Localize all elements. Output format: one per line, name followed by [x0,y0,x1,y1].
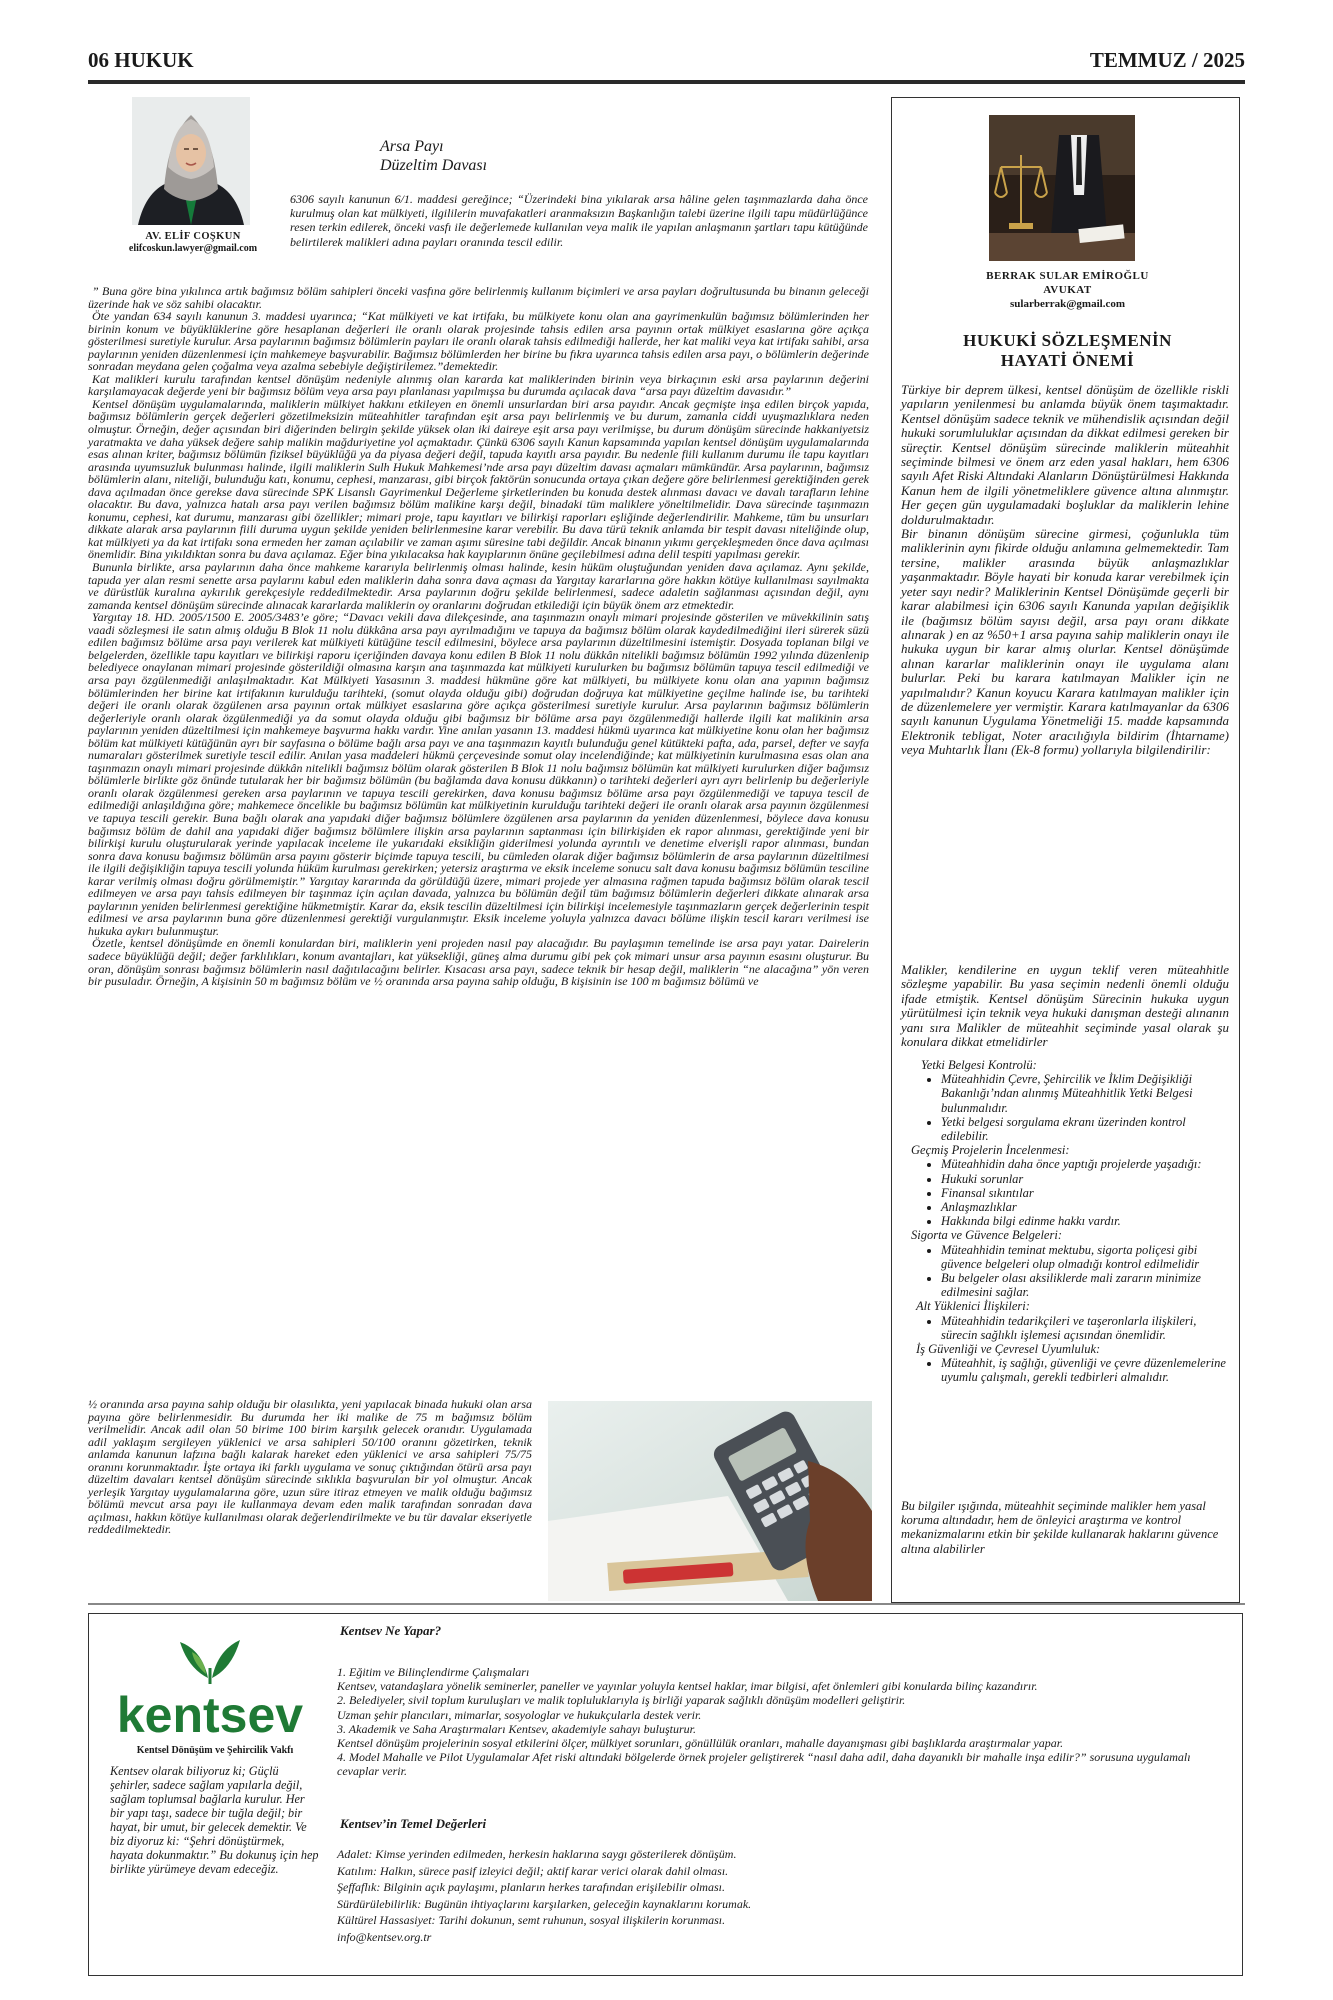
calculator-hand-icon [548,1401,872,1601]
value-line: Şeffaflık: Bilginin açık paylaşımı, planların herkes tarafından erişilebilir olması. [337,1880,725,1894]
article-paragraph: Yargıtay 18. HD. 2005/1500 E. 2005/3483’e göre; “Davacı vekili dava dilekçesinde, ana taşınmazın onaylı mimari projesinde gösterilen ve müvekkilinin satış vaadi sözleşmesi ile satın almış olduğu B Blok 11 nolu dükkâna arsa payı ayrılmadığını ve tapuya da bağımsız bölüm olarak kaydedilmediğini ileri sürerek süzü edilen bağımsız bölüme arsa payı verilerek kat mülkiyeti kütüğüne tescil edilmesini, böylece arsa paylarının düzeltilmesini istemiştir. Dosyada toplanan bilgi ve belgelerden, özellikle tapu kayıtları ve bilirkişi raporu içeriğinden davaya konu edilen B Blok 11 nolu dükkân nitelikli bağımsız bölümün 1992 yılında düzenlenip belediyece onaylanan mimari projesinde gösterildiği olmasına karşın ana taşınmazda kat mülkiyeti kurulurken bu bağımsız bölümün tapuya tescil edilmediği ve arsa payı özgülenmediği anlaşılmaktadır. Kat Mülkiyeti Yasasının 3. maddesi hükmüne göre kat mülkiyeti, bu mülkiyete konu olan ana yapının bağımsız bölümlerinden her birine kat irtifakının kurulduğu tarihteki, (somut olayda olduğu gibi) doğrudan doğruya kat mülkiyetine geçilme halinde ise, bu tarihteki değeri ile oranlı olarak özgülenen arsa payının ortak mülkiyet esaslarına göre açıkça gösterilmesi suretiyle kurulur. Arsa paylarının bağımsız bölümlerin değerleriyle oranlı olarak özgülenmediği ya da somut olayda olduğu gibi bağımsız bir bölüme arsa payı özgülenmediği hallerde ilgili kat malikinin arsa paylarının yeniden düzeltilmesi için mahkemeye başvurma hakkı vardır. Yine anılan yasanın 13. maddesi hükmü uyarınca kat mülkiyetine konu olan her bağımsız bölüm kat mülkiyeti kütüğünün ayrı bir sayfasına o bölüme bağlı arsa payı ve ana taşınmazın kayıtlı bulunduğu genel kütükteki pafta, ada, parsel, defter ve sayfa numaraları gösterilmek suretiyle tescil edilir. Anılan yasa maddeleri hükmü çerçevesinde somut olay incelendiğinde; kat mülkiyetinin kurulmasına esas olan ana taşınmazın onaylı mimari projesinde dükkân nitelikli bağımsız bölüm olarak gösterilen B Blok 11 nolu bağımsız bölümün kat mülkiyeti kurulurken diğer bağımsız bölümlerle birlikte göz önünde tutularak her bir bağımsız bölümün (bu bağlamda dava konusu dükkanın) o tarihteki değerleri ayrı ayrı belirlenip bu değerleriyle oranlı olarak özgülenmesi gereken arsa paylarının ve tapuya tescili gerekirken, dava konusu bağımsız bölüme arsa payı özgülenmediği ve tapuya tescil de edilmediği anlaşıldığına göre; mahkemece öncelikle bu bağımsız bölümün kat mülkiyetinin kurulduğu tarihteki değeri ile oranlı olarak arsa payının özgülenmesi ve tapuya tescili gerekir. Buna bağlı olarak ana yapıdaki diğer bağımsız bölümlere özgülenen arsa paylarının da yeniden düzenlenmesi, böylece dava konusu bağımsız bölüm de dahil ana yapıdaki diğer bağımsız bölümlere ilişkin arsa paylarının saptanması için bilirkişiden ek rapor alınması, gerektiğinde yeni bir bilirkişi kurulu oluşturularak yerinde yapılacak inceleme ile yukarıdaki eksikliğin giderilmesi yolunda ayrıntılı ve denetime elverişli rapor alınması, bundan sonra dava konusu bağımsız bölümün arsa payını gösterir biçimde tapuya tescili, bu cümleden olarak diğer bağımsız bölümlerin de arsa paylarının düzeltilmesi ile ilgili değişikliğin tapuya tescili yolunda hüküm kurulması gerekirken; yetersiz araştırma ve eksik inceleme sonucu salt dava konusu bağımsız bölümün tesciline karar verilmiş olması doğru görülmemiştir.” Yargıtay kararında da görüldüğü üzere, mimari projede yer almasına rağmen tapuda bağımsız bölüm olarak tescil edilmeyen ve arsa payı tahsis edilmeyen bir taşınmaz için açılan davada, yalnızca bu bölümün değil tüm bağımsız bölümlerin değerleri dikkate alınarak arsa paylarının yeniden belirlenmesi gerektiğine hükmetmiştir. Karar da, eksik tescilin düzeltilmesi için bilirkişi incelemesiyle taşınmazların gerçek değerlerinin tespit edilmesi ve arsa paylarının buna göre düzenlenmesi gerektiği vurgulanmıştır. Eksik inceleme yoluyla yalnızca davacı bölüme ilişkin tescil kararı verilmesi ise hukuka aykırı bulunmuştur. [88,610,869,938]
kentsev-logo-text: kentsev [116,1687,304,1738]
article-title [900,331,1235,371]
author-portrait-photo [132,97,250,225]
checklist-items [901,1243,1229,1300]
kentsev-what-heading: Kentsev Ne Yapar? [340,1623,442,1638]
author-email: sularberrak@gmail.com [1009,298,1126,310]
kentsev-logo [110,1628,310,1738]
kentsev-leaves-logo-icon [110,1628,310,1738]
checklist-item: • Müteahhidin teminat mektubu, sigorta poliçesi gibi güvence belgeleri olup olmadığı kontrol edilmelidir [941,1243,1229,1271]
checklist-items [901,1072,1229,1143]
checklist-items [901,1356,1229,1384]
article-paragraph: ” Buna göre bina yıkılınca artık bağımsız bölüm sahipleri önceki vasfına göre belirlenmiş kullanım biçimleri ve arsa payları doğrultusunda bu binanın geleceği üzerinde hak ve söz sahibi olacaktır. [88,284,869,311]
checklist-item: • Anlaşmazlıklar [941,1200,1229,1214]
contact-email[interactable]: info@kentsev.org.tr [337,1929,432,1944]
section-header: 06 HUKUK [88,48,194,72]
checklist-heading: Yetki Belgesi Kontrolü: [921,1058,1037,1072]
checklist-heading: Sigorta ve Güvence Belgeleri: [911,1228,1062,1243]
lawyer-desk-scales-icon [989,115,1135,261]
author-title: AVUKAT [1043,284,1092,296]
value-line: Adalet: Kimse yerinden edilmeden, herkesin haklarına saygı gösterilerek dönüşüm. [337,1847,737,1861]
woman-lawyer-portrait-icon [132,97,250,225]
activity-line: 3. Akademik ve Saha Araştırmaları Kentsev, akademiyle sahayı buluşturur. [337,1721,696,1736]
article-paragraph: Türkiye bir deprem ülkesi, kentsel dönüşüm de özellikle riskli yapıların yenilenmesi bu anlamda büyük önem taşımaktadır. Kentsel dönüşüm sadece teknik ve mühendislik açısından değil hukuki sorumluluklar açısından da dikkat edilmesi gereken bir süreçtir. Kentsel dönüşüm sürecinde maliklerin müteahhit seçiminde bilmesi ve önem arz eden yasal hakları, hem 6306 sayılı Afet Riski Altındaki Alanların Dönüştürülmesi Hakkında Kanun hem de ilgili yönetmeliklere güvence altına alınmıştır. Her geçen gün uygulamadaki boşluklar da maliklerin lehine doldurulmaktadır. [901,382,1229,527]
article-paragraph: Kat malikleri kurulu tarafından kentsel dönüşüm nedeniyle alınmış olan kararda kat maliklerinden birinin veya birkaçının eski arsa paylarının değerini karşılamayacak değerde yeni bir bağımsız bölüm veya arsa payı planlanası yapılmışsa bu durumda açılacak dava “arsa payı düzeltim davasıdır.” [88,371,869,399]
checklist-item: • Hakkında bilgi edinme hakkı vardır. [941,1214,1229,1228]
article-closing: Bu bilgiler ışığında, müteahhit seçiminde malikler hem yasal koruma altındadır, hem de önleyici araştırma ve kontrol mekanizmalarını etkin bir şekilde kullanarak haklarını güvence altına alabilirler [901,1499,1219,1556]
checklist-item: • Hukuki sorunlar [941,1172,1229,1186]
article-paragraph: Malikler, kendilerine en uygun teklif veren müteahhitle sözleşme yapabilir. Bu yasa seçimin nedenli önemli olduğu ifade etmiştik. Kentsel dönüşüm Sürecinin hukuka uygun yürütülmesi için teknik veya hukuki danışman desteği alınanın yanı sıra Malikler de müteahhit seçiminde yasal olarak şu konulara dikkat etmelidirler [901,962,1229,1050]
checklist-heading: Geçmiş Projelerin İncelenmesi: [911,1143,1070,1158]
activity-line: 1. Eğitim ve Bilinçlendirme Çalışmaları [337,1665,530,1679]
activity-line: Kentsev, vatandaşlara yönelik seminerler, paneller ve yayınlar yoluyla kentsel haklar, imar bilgisi, afet önlemleri gibi konularda bilinç kazandırır. [337,1679,1038,1694]
kentsev-activities [337,1665,1232,1779]
value-line: Katılım: Halkın, sürece pasif izleyici değil; aktif karar verici olarak dahil olması. [337,1863,729,1878]
article-body [901,383,1229,758]
header-rule [88,80,1245,84]
checklist-items [901,1314,1229,1342]
value-line: Sürdürülebilirlik: Bugünün ihtiyaçlarını karşılarken, geleceğin kaynaklarını korumak. [337,1896,752,1911]
checklist-item: • Müteahhidin daha önce yaptığı projelerde yaşadığı: [941,1157,1229,1171]
contractor-checklist [901,1058,1229,1385]
kentsev-tagline: Kentsel Dönüşüm ve Şehircilik Vakfı [136,1745,294,1756]
article-paragraph: Bununla birlikte, arsa paylarının daha önce mahkeme kararıyla belirlenmiş olması halinde, kesin hüküm oluştuğundan yeniden dava açılamaz. Aynı şekilde, tapuda yer alan resmi senette arsa paylarını kabul eden maliklerin daha sonra dava açması da Yargıtay kararlarına göre hakkın kötüye kullanılması sayılmakta ve dürüstlük kuralına aykırılık gerekçesiyle reddedilmektedir. Arsa paylarının doğru şekilde belirlenmesi, sadece adaletin sağlanması açısından değil, aynı zamanda kentsel dönüşüm sürecinde alınacak kararlarda maliklerin oy oranlarını doğrudan etkilediği için büyük önem arz etmektedir. [88,560,869,612]
checklist-item: • Bu belgeler olası aksiliklerde mali zararın minimize edilmesini sağlar. [941,1271,1229,1299]
kentsev-values-heading: Kentsev’in Temel Değerleri [340,1816,487,1831]
checklist-item: • Finansal sıkıntılar [941,1186,1229,1200]
article-paragraph: Özetle, kentsel dönüşümde en önemli konulardan biri, maliklerin yeni projeden nasıl pay alacağıdır. Bu paylaşımın temelinde ise arsa payı yatar. Dairelerin sadece büyüklüğü değil; değer farklılıkları, konum avantajları, kat yüksekliği, güneş alma durumu gibi pek çok mimari unsur arsa payının esasını oluşturur. Bu oran, dönüşüm sonrası bağımsız bölümlerin nasıl dağıtılacağını belirler. Kısacası arsa payı, sadece teknik bir hesap değil, maliklerin “ne alacağına” yön veren bir pusuladır. Örneğin, A kişisinin 50 m bağımsız bölüm ve ½ oranında arsa payına sahip olduğu, B kişisinin ise 100 m bağımsız bölümü ve [88,936,869,989]
article-title-line: HAYATİ ÖNEMİ [1000,351,1135,370]
kentsev-about: Kentsev olarak biliyoruz ki; Güçlü şehirler, sadece sağlam yapılarla değil, sağlam toplumsal bağlarla kurulur. Her bir yapı taşı, sadece bir tuğla değil; bir hayat, bir umut, bir gelecek demektir. Ve biz diyoruz ki: “Şehri dönüştürmek, hayata dokunmaktır.” Bu dokunuş için hep birlikte yürümeye devam edeceğiz. [110,1764,319,1876]
kentsev-values [337,1846,1217,1945]
value-line: Kültürel Hassasiyet: Tarihi dokunun, semt ruhunun, sosyal ilişkilerin korunması. [337,1913,726,1927]
checklist-item: • Müteahhidin Çevre, Şehircilik ve İklim Değişikliği Bakanlığı’ndan alınmış Müteahhitlik Yetki Belgesi bulunmalıdır. [941,1072,1229,1115]
checklist-heading: Alt Yüklenici İlişkileri: [916,1299,1030,1314]
section-divider [88,1603,1245,1605]
author-name: BERRAK SULAR EMİROĞLU [986,270,1149,282]
article-paragraph-continued: ½ oranında arsa payına sahip olduğu bir olasılıkta, yeni yapılacak binada hukuki olan arsa payına göre belirlenmesidir. Bu durumda her iki malike de 75 m bağımsız bölüm verilmelidir. Ancak adil olan 50 birime 100 birim karşılık gelecek oranıdır. Uygulamada adil yaklaşım sergileyen yüklenici ve arsa sahipleri 50/100 oranını gözetirken, teknik anlamda kanunun lafzına bağlı kalarak hareket eden yüklenici ve arsa sahipleri 75/75 oranını korunmaktadır. İşte ortaya iki farklı uygulama ve sonuç çıktığından ötürü arsa payı düzeltim davaları kentsel dönüşüm sürecinde sıklıkla başvurulan bir yol olmuştur. Ancak yerleşik Yargıtay uygulamalarına göre, uzun süre itiraz etmeyen ve malik olduğu bağımsız bölümü mevcut arsa payı ile kullanmaya devam eden malik tarafından sonradan dava açılması, hakkın kötüye kullanılması olarak değerlendirilmekte ve bu tür davalar ekseriyetle reddedilmektedir. [88,1397,532,1536]
author-photo [989,115,1135,261]
calculator-photo [548,1401,872,1601]
article-body [88,285,869,988]
article-title-line: Düzeltim Davası [380,157,488,174]
checklist-item: • Müteahhidin tedarikçileri ve taşeronlarla ilişkileri, sürecin sağlıklı işlemesi açısından önemlidir. [941,1314,1229,1342]
article-paragraph: Kentsel dönüşüm uygulamalarında, maliklerin mülkiyet hakkını etkileyen en önemli unsurlardan biri arsa payıdır. Ancak geçmişte inşa edilen birçok yapıda, bağımsız bölümlerin gerçek değerleri gözetilmeksizin müteahhitler tarafından eşit arsa payı belirlenmiş ve bu durum, zamanla ciddi uyuşmazlıklara neden olmuştur. Örneğin, değer açısından biri diğerinden belirgin şekilde yüksek olan iki daireye eşit arsa payı verilmişse, bu durum dönüşüm sürecinde hakkaniyetsiz yaratmakta ve daha yüksek değere sahip malikin mağduriyetine yol açmaktadır. Çünkü 6306 sayılı Kanun kapsamında yapılan kentsel dönüşüm uygulamalarında esas alınan kriter, bağımsız bölümün fiziksel büyüklüğü ya da piyasa değeri değil, tapuda kayıtlı arsa payıdır. Bu nedenle fiili kullanım durumu ile tapu kayıtları arasında uyumsuzluk bulunması halinde, ilgili maliklerin Sulh Hukuk Mahkemesi’nde arsa payı düzeltim davası açmaları mümkündür. Arsa paylarının, bağımsız bölümlerin alanı, niteliği, bulunduğu katı, konumu, cephesi, manzarası, gibi birçok faktörün sonucunda ortaya çıkan değere göre belirlenmesi gerektiğinden gerek dava açılmadan önce gerekse dava sürecinde SPK Lisanslı Gayrimenkul Değerleme şirketlerinden bu konuda destek alınması davacı ve davalı tarafların lehine olacaktır. Bu dava, yalnızca hatalı arsa payı verilen bağımsız bölüm malikine karşı değil, binadaki tüm maliklere yöneltilmelidir. Dava sürecinde taşınmazın konumu, cephesi, kat durumu, manzarası gibi özellikler; mimari proje, tapu kayıtları ve bilirkişi raporları eşliğinde değerlendirilir. Mahkeme, tüm bu unsurları dikkate alarak arsa paylarının fiili duruma uygun şekilde yeniden belirlenmesine karar verebilir. Bu dava türü teknik anlamda bir tespit davası niteliğinde olup, kat mülkiyeti ya da kat irtifakı sona ermeden her zaman açılabilir ve zaman aşımı süresine tabi değildir. Ancak binanın yıkımı gerçekleşmeden önce dava açılması önemlidir. Bina yıkıldıktan sonra bu dava açılamaz. Eğer bina yıkılacaksa hak kayıplarının önüne geçilebilmesi adına delil tespiti yapılması gerekir. [88,396,869,562]
activity-line: Kentsel dönüşüm projelerinin sosyal etkilerini ölçer, mülkiyet sorunları, gönüllülük oranları, mahalle dayanışması gibi başlıklarda araştırmalar yapar. [337,1736,1064,1751]
article-title [380,137,487,175]
activity-line: Uzman şehir plancıları, mimarlar, sosyologlar ve hukukçularla destek verir. [337,1707,702,1722]
checklist-item: • Müteahhit, iş sağlığı, güvenliği ve çevre düzenlemelerine uyumlu çalışmalı, gerekli tedbirleri almalıdır. [941,1356,1229,1384]
article-paragraph: Bir binanın dönüşüm sürecine girmesi, çoğunlukla tüm maliklerinin aynı fikirde olduğu anlamına gelmemektedir. Tam tersine, malikler arasında büyük anlaşmazlıklar yaşanmaktadır. Böyle hayati bir konuda karar verebilmek için yeter sayı nedir? Maliklerinin Kentsel Dönüşümde geçerli bir karar alabilmesi için 6306 sayılı Kanunda yapılan değişiklik ile (bağımsız bölüm sayısı değil, arsa payı oranı dikkate alınarak ) en az %50+1 arsa payına sahip maliklerin onayı ile hukuka uygun bir karar almış olurlar. Kentsel dönüşümde alınan kararlar maliklerinin onayı ile uygulama alanı bulurlar. Peki bu karara katılmayan Malikler için ne yapılmalıdır? Kanun koyucu Karara katılmayan malikler için de düzenlemelere yer vermiştir. Karara katılmayanlar da 6306 sayılı kanunun Uygulama Yönetmeliği 15. madde kapsamında Elektronik tebligat, Noter aracılığıyla bildirim (İhtarname) veya Muhtarlık İlanı (Ek-8 formu) yollarıyla bilgilendirilir: [901,526,1229,758]
article-title-line: HUKUKİ SÖZLEŞMENİN [963,331,1172,350]
article-paragraph: Öte yandan 634 sayılı kanunun 3. maddesi uyarınca; “Kat mülkiyeti ve kat irtifakı, bu mülkiyete konu olan ana gayrimenkulün bağımsız bölümlerinden her birinin konum ve büyüklüklerine göre hesaplanan değerleri ile oranlı olarak projesinde tahsis edilen arsa payının ortak mülkiyet esaslarına göre açıkça gösterilmesi suretiyle kurulur. Arsa paylarının bağımsız bölümlerin payları ile oranlı olarak tahsis edilmediği hallerde, her kat maliki veya kat irtifakı sahibi, arsa paylarının yeniden düzenlenmesi için mahkemeye başvurabilir. Bağımsız bölümlerden her birine bu fıkra uyarınca tahsis edilen arsa payı, o bölümlerin değerinde sonradan meydana gelen çoğalma veya azalma sebebiyle değiştirilemez.”demektedir. [88,309,869,374]
author-email: elifcoskun.lawyer@gmail.com [128,243,258,254]
issue-date: TEMMUZ / 2025 [1089,48,1245,72]
checklist-item: • Yetki belgesi sorgulama ekranı üzerinden kontrol edilebilir. [941,1115,1229,1143]
activity-line: 4. Model Mahalle ve Pilot Uygulamalar Afet riski altındaki bölgelerde örnek projeler geliştirerek “nasıl daha adil, daha dayanıklı bir mahalle inşa edilir?” sorusuna uygulamalı cevaplar verir. [337,1750,1191,1779]
article-title-line: Arsa Payı [380,138,444,155]
checklist-heading: İş Güvenliği ve Çevresel Uyumluluk: [916,1342,1101,1357]
article-lead: 6306 sayılı kanunun 6/1. maddesi gereğince; “Üzerindeki bina yıkılarak arsa hâline gelen taşınmazlarda daha önce kurulmuş olan kat mülkiyeti, ilgililerin muvafakatleri aranmaksızın Başkanlığın talebi üzerine ilgili tapu müdürlüğünce resen terkin edilerek, önceki vasfı ile değerlemede kullanılan veya malik ile yapılan anlaşmanın şartları tapu kütüğünde belirtilerek malikleri adına payları oranında tescil edilir. [290,192,868,249]
checklist-items [901,1157,1229,1228]
author-name: AV. ELİF COŞKUN [145,231,241,242]
activity-line: 2. Belediyeler, sivil toplum kuruluşları ve malik topluluklarıyla iş birliği yaparak sağlıklı dönüşüm modelleri geliştirir. [337,1693,906,1708]
